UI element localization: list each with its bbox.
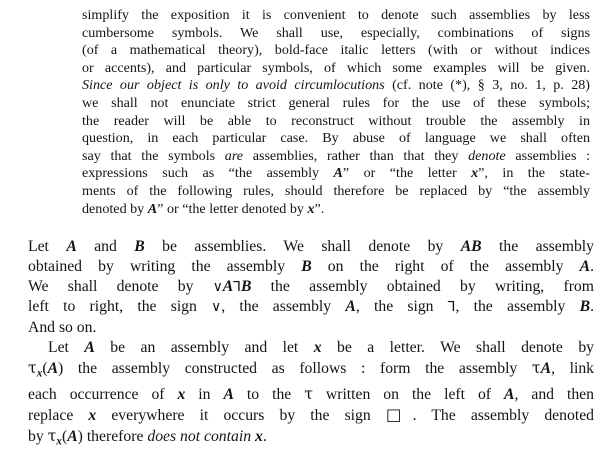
main-line: replace x everywhere it occurs by the sign □. The assembly denoted [28,404,594,424]
note-line: question, in each particular case. By abuse of language we shall often [82,130,590,147]
main-line: left to right, the sign ∨, the assembly A, the sign ⅂, the assembly B. [28,298,594,316]
empty-square-sign: □ [385,404,413,424]
main-line: Let A and B be assemblies. We shall denote by AB the assembly [28,238,594,255]
note-line: expressions such as “the assembly A” or “the letter x”, in the state- [82,165,590,182]
main-line: by $\tau_x(A)$ therefore does not contain x. [28,425,267,447]
note-line: ments of the following rules, should therefore be replaced by “the assembly [82,182,590,199]
note-line: the reader will be able to reconstruct without trouble the assembly in [82,112,590,129]
main-line: each occurrence of x in A to the τ written on the left of A, and then [28,383,594,403]
main-line: Let A be an assembly and let x be a letter. We shall denote by [48,338,595,356]
note-line: say that the symbols are assemblies, rather than that they denote assemblies : [82,147,591,164]
note-line: simplify the exposition it is convenient to denote such assemblies by less [82,7,590,23]
note-line: cumbersome symbols. We shall use, especially, combinations of signs [82,24,590,41]
main-line: obtained by writing the assembly B on the right of the assembly A. [28,257,594,275]
note-line: (of a mathematical theory), bold-face italic letters (with or without indices [82,42,590,59]
footnote-block [82,7,590,218]
main-line: We shall denote by ∨A⅂B the assembly obtained by writing, from [28,277,594,295]
main-line: $\tau_x(A)$ the assembly constructed as follows : form the assembly τA, link [28,357,595,380]
main-text-block [28,237,594,452]
note-line: or accents), and particular symbols, of which some examples will be given. [82,59,590,76]
note-line: Since our object is only to avoid circumlocutions (cf. note (*), § 3, no. 1, p. 28) [82,77,590,94]
note-line: we shall not enunciate strict general rules for the use of these symbols; [82,94,590,111]
main-line: And so on. [28,319,97,337]
note-line: denoted by A” or “the letter denoted by x”. [82,200,325,217]
